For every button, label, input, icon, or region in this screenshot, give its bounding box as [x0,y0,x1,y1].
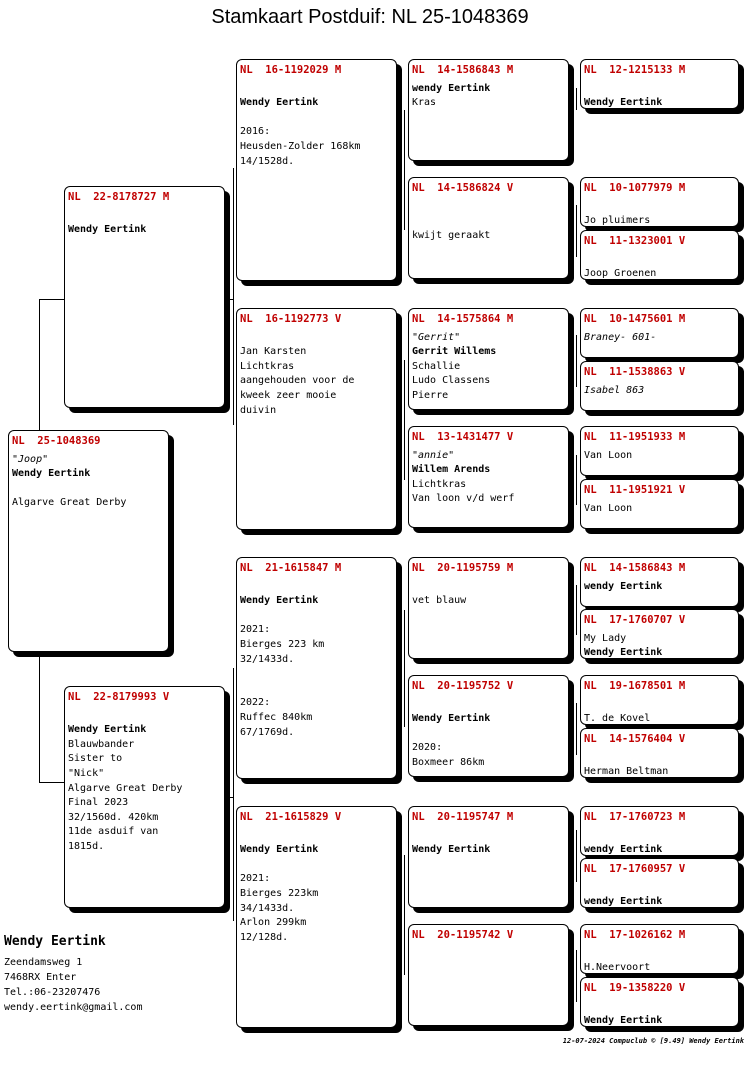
card-line: Sister to [68,753,123,765]
pedigree-card-gen4-1[interactable] [580,59,739,109]
card-line: 2021: [240,873,271,885]
card-line [240,682,393,697]
card-line: aangehouden voor de [240,375,355,387]
card-line: Wendy Eertink [240,844,319,856]
ring-number: NL 11-1323001 V [584,235,686,247]
card-line: Wendy Eertink [412,844,491,856]
connector-line [576,335,577,387]
ring-number: NL 20-1195752 V [412,680,514,692]
card-line [584,200,735,215]
pedigree-card-mother[interactable] [64,686,225,908]
ring-number: NL 16-1192029 M [240,64,342,76]
card-line: vet blauw [412,595,467,607]
pedigree-card-father-mother[interactable] [236,308,397,530]
pedigree-card-gen4-11[interactable] [580,675,739,725]
pedigree-card-gen4-7[interactable] [580,426,739,476]
card-line: Algarve Great Derby [12,497,127,509]
card-line: Wendy Eertink [584,97,663,109]
ring-number: NL 17-1026162 M [584,929,686,941]
card-line: Ruffec 840km [240,711,313,723]
pedigree-card-gen4-15[interactable] [580,924,739,974]
card-line [412,580,565,595]
card-line: Wendy Eertink [584,1015,663,1027]
ring-number: NL 11-1951921 V [584,484,686,496]
ring-number: NL 14-1576404 V [584,733,686,745]
pedigree-card-gen4-14[interactable] [580,858,739,908]
pedigree-card-ffm[interactable] [408,177,569,279]
card-line: Lichtkras [412,478,467,490]
connector-line [39,782,66,783]
card-line [240,609,393,624]
card-line: kweek zeer mooie [240,389,337,401]
pedigree-card-gen4-16[interactable] [580,977,739,1027]
card-line: "Joop" [12,453,49,465]
card-line [584,947,735,962]
pedigree-card-mff[interactable] [408,557,569,659]
ring-number: NL 21-1615829 V [240,811,342,823]
card-line: Bierges 223km [240,887,319,899]
card-line: 2020: [412,742,443,754]
card-line: 32/1560d. 420km [68,811,159,823]
card-line [584,829,735,844]
pedigree-card-gen4-6[interactable] [580,361,739,411]
pedigree-card-mmm[interactable] [408,924,569,1026]
card-line [240,111,393,126]
ring-number: NL 10-1077979 M [584,182,686,194]
owner-name: Wendy Eertink [4,934,106,949]
card-line: 1815d. [68,840,105,852]
connector-line [576,88,577,110]
ring-number: NL 25-1048369 [12,435,101,447]
pedigree-card-gen4-4[interactable] [580,230,739,280]
card-line [584,751,735,766]
card-line: Wendy Eertink [68,724,147,736]
card-line: Jan Karsten [240,346,307,358]
card-line: Joop Groenen [584,268,657,280]
card-line: Algarve Great Derby [68,782,183,794]
connector-line [576,585,577,635]
ring-number: NL 16-1192773 V [240,313,342,325]
card-line [584,1000,735,1015]
card-line: 67/1769d. [240,726,295,738]
connector-line [404,110,405,230]
page-title: Stamkaart Postduif: NL 25-1048369 [211,6,529,28]
card-line: Final 2023 [68,797,129,809]
card-line: 2016: [240,126,271,138]
ring-number: NL 20-1195747 M [412,811,514,823]
connector-line [227,299,234,300]
ring-number: NL 14-1575864 M [412,313,514,325]
card-line: 14/1528d. [240,155,295,167]
ring-number: NL 17-1760957 V [584,863,686,875]
card-line: 2021: [240,624,271,636]
pedigree-card-fff[interactable] [408,59,569,161]
ring-number: NL 19-1678501 M [584,680,686,692]
card-line: My Lady [584,632,627,644]
card-line: 11de asduif van [68,826,159,838]
card-line: Heusden-Zolder 168km [240,140,361,152]
card-line: Blauwbander [68,738,135,750]
card-line: 32/1433d. [240,653,295,665]
connector-line [576,703,577,755]
pedigree-card-mmf[interactable] [408,806,569,908]
ring-number: NL 17-1760707 V [584,614,686,626]
ring-number: NL 19-1358220 V [584,982,686,994]
connector-line [233,668,234,921]
owner-phone: Tel.:06-23207476 [4,987,101,998]
pedigree-card-fmm[interactable] [408,426,569,528]
card-line [240,82,393,97]
pedigree-card-gen4-8[interactable] [580,479,739,529]
card-line: Boxmeer 86km [412,756,485,768]
card-line [68,709,221,724]
connector-line [576,455,577,505]
pedigree-card-gen4-5[interactable] [580,308,739,358]
card-line: "Gerrit" [412,331,461,343]
card-line [584,82,735,97]
connector-line [39,299,66,300]
card-line: wendy Eertink [584,580,663,592]
pedigree-card-father[interactable] [64,186,225,408]
card-line: Wendy Eertink [68,224,147,236]
card-line [68,209,221,224]
card-line [412,727,565,742]
card-line [584,698,735,713]
card-line: "Nick" [68,767,105,779]
ring-number: NL 12-1215133 M [584,64,686,76]
card-line [240,331,393,346]
ring-number: NL 20-1195759 M [412,562,514,574]
ring-number: NL 14-1586843 M [412,64,514,76]
card-line: wendy Eertink [412,82,491,94]
card-line [240,580,393,595]
owner-email[interactable]: wendy.eertink@gmail.com [4,1002,143,1013]
ring-number: NL 20-1195742 V [412,929,514,941]
pedigree-card-gen4-3[interactable] [580,177,739,227]
card-line [412,200,565,215]
pedigree-card-gen4-9[interactable] [580,557,739,607]
card-line: Gerrit Willems [412,346,497,358]
card-line: Van Loon [584,502,633,514]
owner-street: Zeendamsweg 1 [4,957,83,968]
card-line: Kras [412,97,437,109]
card-line [584,253,735,268]
card-line: Willem Arends [412,464,491,476]
ring-number: NL 11-1538863 V [584,366,686,378]
card-line: Ludo Classens [412,375,491,387]
card-line: Braney- 601- [584,331,657,343]
card-line: Bierges 223 km [240,638,325,650]
ring-number: NL 22-8179993 V [68,691,170,703]
ring-number: NL 21-1615847 M [240,562,342,574]
card-line [240,829,393,844]
card-line [412,214,565,229]
pedigree-card-mfm[interactable] [408,675,569,777]
ring-number: NL 17-1760723 M [584,811,686,823]
ring-number: NL 10-1475601 M [584,313,686,325]
connector-line [576,830,577,882]
connector-line [404,610,405,727]
card-line: 2022: [240,697,271,709]
card-line: Wendy Eertink [584,647,663,659]
card-line: Wendy Eertink [412,713,491,725]
card-line: Wendy Eertink [240,97,319,109]
card-line [12,482,165,497]
card-line: Pierre [412,389,449,401]
card-line: duivin [240,404,277,416]
card-line: T. de Kovel [584,713,651,725]
owner-city: 7468RX Enter [4,972,77,983]
pedigree-card-gen4-13[interactable] [580,806,739,856]
connector-line [576,205,577,257]
owner-info [4,934,142,1015]
pedigree-card-gen4-12[interactable] [580,728,739,778]
ring-number: NL 14-1586824 V [412,182,514,194]
card-line [240,858,393,873]
card-line: Herman Beltman [584,766,669,778]
card-line: Van Loon [584,449,633,461]
card-line: kwijt geraakt [412,229,491,241]
pedigree-card-fmf[interactable] [408,308,569,410]
card-line [412,698,565,713]
card-line: Van loon v/d werf [412,493,515,505]
pedigree-card-father-father[interactable] [236,59,397,281]
ring-number: NL 13-1431477 V [412,431,514,443]
ring-number: NL 22-8178727 M [68,191,170,203]
card-line: Wendy Eertink [240,595,319,607]
pedigree-card-subject[interactable] [8,430,169,652]
card-line [584,881,735,896]
card-line: 34/1433d. [240,902,295,914]
card-line: Isabel 863 [584,384,645,396]
connector-line [404,360,405,480]
card-line: Schallie [412,360,461,372]
pedigree-card-mother-father[interactable] [236,557,397,779]
card-line: wendy Eertink [584,896,663,908]
connector-line [404,855,405,975]
connector-line [39,299,40,432]
card-line: H.Neervoort [584,962,651,974]
card-line [240,667,393,682]
card-line: Lichtkras [240,360,295,372]
card-line: wendy Eertink [584,844,663,856]
connector-line [39,652,40,782]
card-line: 12/128d. [240,931,289,943]
connector-line [576,950,577,1002]
ring-number: NL 11-1951933 M [584,431,686,443]
ring-number: NL 14-1586843 M [584,562,686,574]
print-footer: 12-07-2024 Compuclub © [9.49] Wendy Eertink [562,1037,744,1045]
card-line [412,829,565,844]
connector-line [233,168,234,425]
pedigree-card-gen4-10[interactable] [580,609,739,659]
card-line: Arlon 299km [240,917,307,929]
card-line: "annie" [412,449,455,461]
card-line: Jo pluimers [584,215,651,227]
pedigree-card-mother-mother[interactable] [236,806,397,1028]
connector-line [227,797,234,798]
card-line: Wendy Eertink [12,468,91,480]
